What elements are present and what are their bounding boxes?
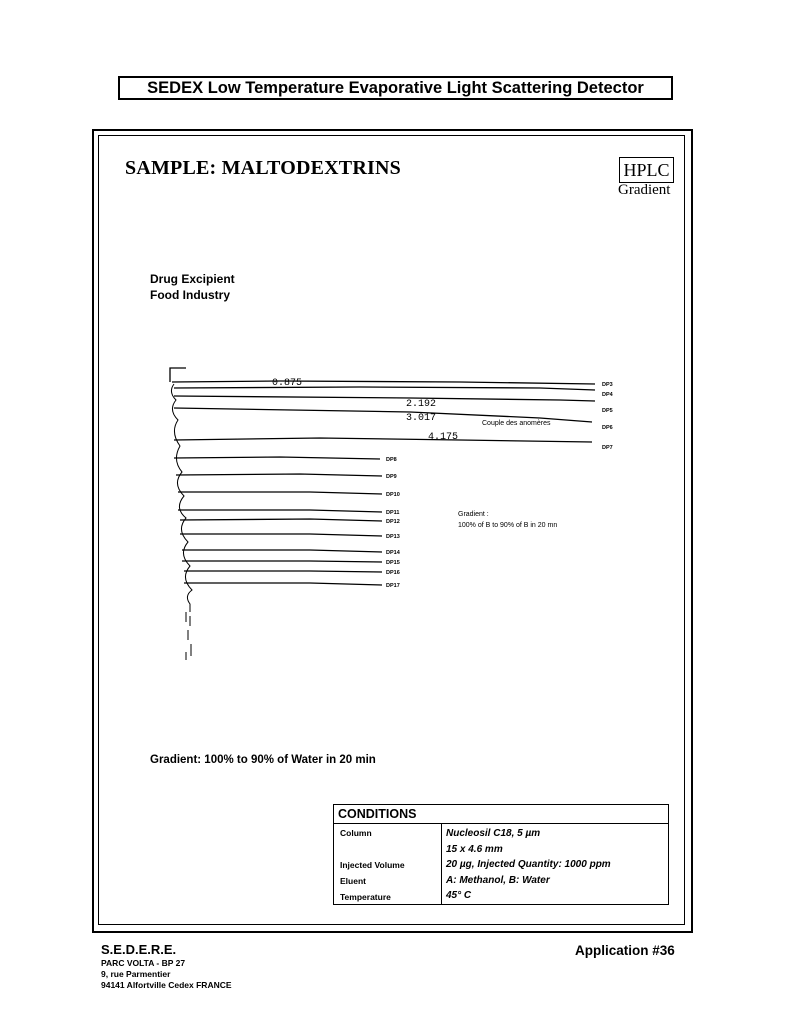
trace-dp4	[174, 387, 595, 390]
conditions-title: CONDITIONS	[334, 805, 668, 824]
company-name: S.E.D.E.R.E.	[101, 942, 177, 957]
rt-label-4: 4.175	[428, 432, 459, 443]
rt-label-3: 3.017	[406, 413, 437, 424]
trace-dp10	[178, 492, 382, 494]
peak-label-dp12: DP12	[386, 519, 400, 525]
peak-label-dp3: DP3	[602, 382, 613, 388]
footer-address-block	[101, 942, 232, 991]
chromatogram	[160, 360, 630, 670]
trace-dp17	[184, 583, 382, 585]
gradient-summary: Gradient: 100% to 90% of Water in 20 min	[150, 754, 376, 766]
peak-label-dp7: DP7	[602, 445, 613, 451]
peak-label-dp16: DP16	[386, 570, 400, 576]
chromatogram-traces	[170, 368, 595, 660]
conditions-table	[333, 804, 669, 905]
technique-badge: HPLC	[619, 157, 674, 183]
condition-label-column: Column	[340, 828, 372, 838]
conditions-labels	[334, 824, 442, 904]
trace-dp14	[182, 550, 382, 552]
peak-label-dp17: DP17	[386, 583, 400, 589]
trace-dp7	[174, 438, 592, 442]
trace-dp5	[174, 396, 595, 401]
condition-value-injected-volume: 20 µg, Injected Quantity: 1000 ppm	[446, 859, 611, 870]
application-line-1: Drug Excipient	[150, 272, 235, 286]
condition-value-eluent: A: Methanol, B: Water	[446, 874, 550, 886]
elution-mode: Gradient	[618, 182, 671, 198]
peak-label-dp8: DP8	[386, 457, 397, 463]
address-line-1: PARC VOLTA - BP 27	[101, 958, 186, 968]
application-number: Application #36	[575, 943, 675, 958]
peak-label-dp10: DP10	[386, 492, 400, 498]
trace-dp15	[182, 561, 382, 562]
trace-dp9	[176, 474, 382, 476]
peak-label-dp13: DP13	[386, 534, 400, 540]
address-line-2: 9, rue Parmentier	[101, 969, 171, 979]
anomer-note: Couple des anomères	[482, 420, 551, 427]
sample-title: SAMPLE: MALTODEXTRINS	[125, 157, 401, 179]
peak-label-dp5: DP5	[602, 408, 613, 414]
peak-label-dp11: DP11	[386, 510, 400, 516]
injection-marker	[170, 368, 186, 382]
condition-value-temperature: 45° C	[446, 890, 472, 901]
condition-label-eluent: Eluent	[340, 876, 366, 886]
condition-value-dimensions: 15 x 4.6 mm	[446, 843, 503, 855]
document-header-title: SEDEX Low Temperature Evaporative Light Scattering Detector	[118, 76, 673, 100]
condition-label-temperature: Temperature	[340, 892, 391, 902]
application-line-2: Food Industry	[150, 288, 230, 302]
peak-label-dp9: DP9	[386, 474, 397, 480]
condition-label-injected-volume: Injected Volume	[340, 860, 405, 870]
address-line-3: 94141 Alfortville Cedex FRANCE	[101, 980, 232, 990]
peak-label-dp4: DP4	[602, 392, 613, 398]
trace-dp11	[178, 510, 382, 512]
rt-label-2: 2.192	[406, 399, 437, 410]
peak-label-dp6: DP6	[602, 425, 613, 431]
trace-dp3	[172, 381, 595, 384]
trace-dp16	[184, 571, 382, 572]
condition-label-blank	[340, 843, 441, 859]
baseline-wiggle	[171, 384, 192, 612]
gradient-note-text: 100% of B to 90% of B in 20 mn	[458, 522, 558, 529]
gradient-note-title: Gradient :	[458, 511, 489, 518]
peak-label-dp15: DP15	[386, 560, 400, 566]
rt-label-1: 0.875	[272, 378, 303, 389]
peak-label-dp14: DP14	[386, 550, 400, 556]
baseline-tail	[186, 612, 191, 660]
condition-value-column: Nucleosil C18, 5 µm	[446, 828, 541, 839]
trace-dp13	[180, 534, 382, 536]
trace-dp8	[174, 457, 380, 459]
conditions-values	[442, 824, 668, 904]
trace-dp12	[180, 519, 382, 521]
